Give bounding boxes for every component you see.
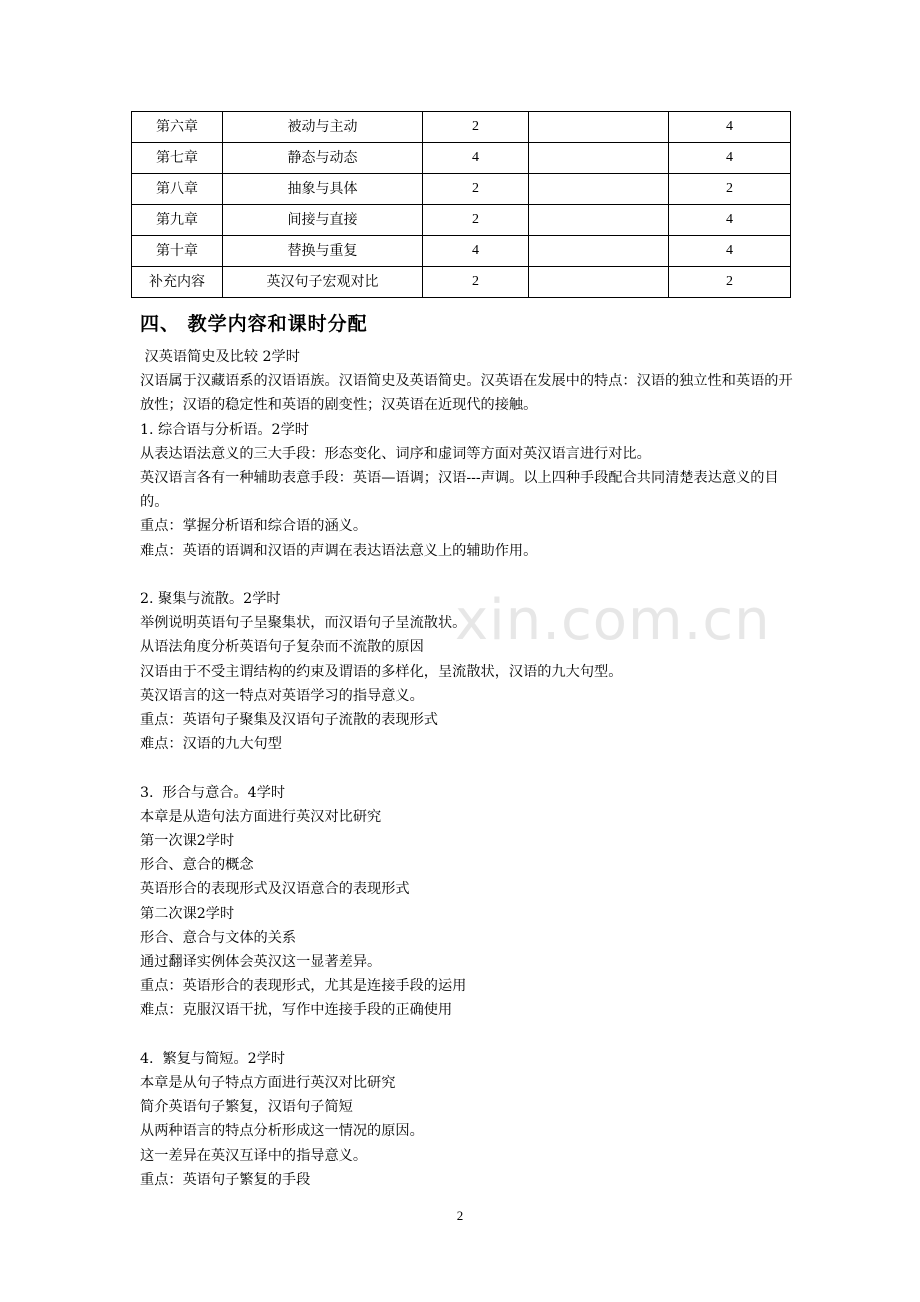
- content-paragraph: 本章是从造句法方面进行英汉对比研究: [140, 808, 382, 825]
- section-content: [140, 345, 800, 1192]
- content-paragraph: 4. 繁复与简短。2学时: [140, 1050, 286, 1067]
- content-paragraph: 3. 形合与意合。4学时: [140, 784, 286, 801]
- topic-cell: 替换与重复: [223, 236, 423, 267]
- empty-cell: [529, 205, 669, 236]
- table-row: [132, 174, 791, 205]
- blank-line: [140, 1023, 800, 1047]
- hours-cell: 2: [669, 267, 791, 298]
- content-paragraph: 2. 聚集与流散。2学时: [140, 591, 281, 608]
- hours-cell: 2: [423, 174, 529, 205]
- content-paragraph: 汉英语简史及比较 2学时: [140, 349, 300, 365]
- content-paragraph: 英汉语言各有一种辅助表意手段：英语—语调；汉语---声调。以上四种手段配合共同清楚表达意义的目的。: [140, 470, 779, 511]
- hours-cell: 4: [669, 143, 791, 174]
- content-paragraph: 这一差异在英汉互译中的指导意义。: [140, 1147, 368, 1164]
- content-paragraph: 从表达语法意义的三大手段：形态变化、词序和虚词等方面对英汉语言进行对比。: [140, 445, 651, 462]
- page-number: 2: [456, 1208, 464, 1223]
- content-paragraph: 难点：汉语的九大句型: [140, 736, 282, 753]
- chapter-cell: 第八章: [132, 174, 223, 205]
- empty-cell: [529, 174, 669, 205]
- content-paragraph: 本章是从句子特点方面进行英汉对比研究: [140, 1075, 396, 1092]
- table-row: [132, 205, 791, 236]
- table-row: [132, 143, 791, 174]
- hours-cell: 4: [669, 205, 791, 236]
- table-row: [132, 267, 791, 298]
- content-paragraph: 通过翻译实例体会英汉这一显著差异。: [140, 954, 382, 971]
- hours-cell: 4: [423, 236, 529, 267]
- empty-cell: [529, 236, 669, 267]
- hours-cell: 4: [423, 143, 529, 174]
- content-paragraph: 英汉语言的这一特点对英语学习的指导意义。: [140, 687, 424, 704]
- chapter-cell: 第六章: [132, 112, 223, 143]
- table-row: [132, 236, 791, 267]
- hours-cell: 4: [669, 236, 791, 267]
- hours-cell: 2: [423, 205, 529, 236]
- content-paragraph: 英语形合的表现形式及汉语意合的表现形式: [140, 881, 410, 898]
- topic-cell: 间接与直接: [223, 205, 423, 236]
- content-paragraph: 举例说明英语句子呈聚集状，而汉语句子呈流散状。: [140, 615, 467, 632]
- topic-cell: 抽象与具体: [223, 174, 423, 205]
- chapter-cell: 第七章: [132, 143, 223, 174]
- empty-cell: [529, 267, 669, 298]
- content-paragraph: 难点：克服汉语干扰，写作中连接手段的正确使用: [140, 1002, 453, 1019]
- blank-line: [140, 756, 800, 780]
- content-paragraph: 从语法角度分析英语句子复杂而不流散的原因: [140, 639, 424, 656]
- content-paragraph: 难点：英语的语调和汉语的声调在表达语法意义上的辅助作用。: [140, 542, 538, 559]
- chapter-cell: 第十章: [132, 236, 223, 267]
- empty-cell: [529, 112, 669, 143]
- hours-cell: 2: [423, 112, 529, 143]
- topic-cell: 英汉句子宏观对比: [223, 267, 423, 298]
- course-hours-table: [131, 111, 791, 298]
- content-paragraph: 重点：英语形合的表现形式，尤其是连接手段的运用: [140, 978, 467, 995]
- content-paragraph: 1. 综合语与分析语。2学时: [140, 421, 309, 438]
- content-paragraph: 第一次课2学时: [140, 833, 235, 850]
- content-paragraph: 形合、意合的概念: [140, 857, 254, 874]
- content-paragraph: 重点：掌握分析语和综合语的涵义。: [140, 518, 368, 535]
- chapter-cell: 第九章: [132, 205, 223, 236]
- content-paragraph: 汉语属于汉藏语系的汉语语族。汉语简史及英语简史。汉英语在发展中的特点：汉语的独立性和英语的开放性；汉语的稳定性和英语的剧变性；汉英语在近现代的接触。: [140, 373, 793, 414]
- content-paragraph: 重点：英语句子繁复的手段: [140, 1171, 311, 1188]
- content-paragraph: 第二次课2学时: [140, 905, 235, 922]
- table-row: [132, 112, 791, 143]
- hours-cell: 4: [669, 112, 791, 143]
- content-paragraph: 形合、意合与文体的关系: [140, 929, 297, 946]
- content-paragraph: 从两种语言的特点分析形成这一情况的原因。: [140, 1123, 424, 1140]
- blank-line: [140, 563, 800, 587]
- hours-cell: 2: [423, 267, 529, 298]
- content-paragraph: 重点：英语句子聚集及汉语句子流散的表现形式: [140, 712, 438, 729]
- empty-cell: [529, 143, 669, 174]
- section-title: 四、 教学内容和课时分配: [140, 313, 368, 335]
- topic-cell: 被动与主动: [223, 112, 423, 143]
- chapter-cell: 补充内容: [132, 267, 223, 298]
- topic-cell: 静态与动态: [223, 143, 423, 174]
- table-body: [132, 112, 791, 298]
- watermark: xin.com.cn: [455, 588, 771, 653]
- content-paragraph: 简介英语句子繁复，汉语句子简短: [140, 1099, 353, 1116]
- hours-cell: 2: [669, 174, 791, 205]
- content-paragraph: 汉语由于不受主谓结构的约束及谓语的多样化，呈流散状，汉语的九大句型。: [140, 663, 623, 680]
